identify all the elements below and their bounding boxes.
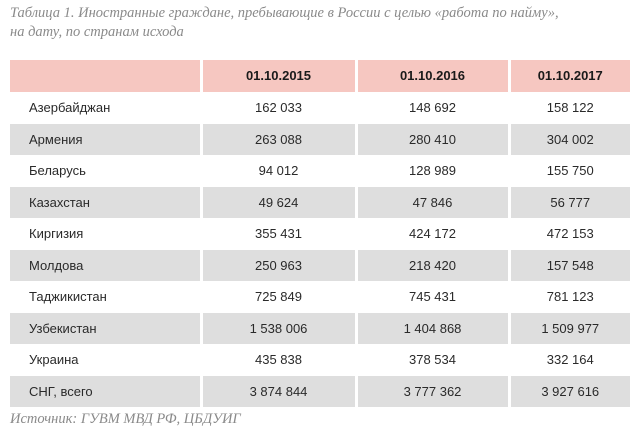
value-cell: 155 750 bbox=[509, 155, 630, 187]
value-cell: 332 164 bbox=[509, 344, 630, 376]
value-cell: 3 874 844 bbox=[201, 376, 356, 408]
country-cell: Молдова bbox=[10, 250, 201, 282]
value-cell: 49 624 bbox=[201, 187, 356, 219]
source-note: Источник: ГУВМ МВД РФ, ЦБДУИГ bbox=[10, 411, 241, 427]
value-cell: 148 692 bbox=[356, 92, 509, 124]
value-cell: 162 033 bbox=[201, 92, 356, 124]
value-cell: 47 846 bbox=[356, 187, 509, 219]
value-cell: 158 122 bbox=[509, 92, 630, 124]
value-cell: 355 431 bbox=[201, 218, 356, 250]
table-row bbox=[10, 187, 630, 219]
header-cell-date-2015: 01.10.2015 bbox=[201, 60, 356, 92]
data-table bbox=[10, 60, 630, 408]
value-cell: 435 838 bbox=[201, 344, 356, 376]
value-cell: 304 002 bbox=[509, 124, 630, 156]
value-cell: 781 123 bbox=[509, 281, 630, 313]
table-row bbox=[10, 250, 630, 282]
country-cell: Азербайджан bbox=[10, 92, 201, 124]
value-cell: 745 431 bbox=[356, 281, 509, 313]
table-row bbox=[10, 92, 630, 124]
value-cell: 263 088 bbox=[201, 124, 356, 156]
table-header-row bbox=[10, 60, 630, 92]
value-cell: 218 420 bbox=[356, 250, 509, 282]
value-cell: 1 509 977 bbox=[509, 313, 630, 345]
table-row bbox=[10, 218, 630, 250]
country-cell: Киргизия bbox=[10, 218, 201, 250]
table-caption bbox=[10, 4, 632, 42]
value-cell: 3 777 362 bbox=[356, 376, 509, 408]
country-cell: Украина bbox=[10, 344, 201, 376]
table-row bbox=[10, 281, 630, 313]
table-row bbox=[10, 155, 630, 187]
value-cell: 250 963 bbox=[201, 250, 356, 282]
value-cell: 280 410 bbox=[356, 124, 509, 156]
value-cell: 1 404 868 bbox=[356, 313, 509, 345]
value-cell: 725 849 bbox=[201, 281, 356, 313]
value-cell: 472 153 bbox=[509, 218, 630, 250]
table-row-total bbox=[10, 376, 630, 408]
country-cell: Таджикистан bbox=[10, 281, 201, 313]
country-cell: СНГ, всего bbox=[10, 376, 201, 408]
table-row bbox=[10, 313, 630, 345]
header-cell-country bbox=[10, 60, 201, 92]
value-cell: 424 172 bbox=[356, 218, 509, 250]
value-cell: 1 538 006 bbox=[201, 313, 356, 345]
caption-line-2: на дату, по странам исхода bbox=[10, 24, 184, 40]
header-cell-date-2016: 01.10.2016 bbox=[356, 60, 509, 92]
caption-line-1: Таблица 1. Иностранные граждане, пребывающие в России с целью «работа по найму», bbox=[10, 5, 559, 21]
country-cell: Беларусь bbox=[10, 155, 201, 187]
country-cell: Казахстан bbox=[10, 187, 201, 219]
value-cell: 56 777 bbox=[509, 187, 630, 219]
value-cell: 378 534 bbox=[356, 344, 509, 376]
country-cell: Узбекистан bbox=[10, 313, 201, 345]
country-cell: Армения bbox=[10, 124, 201, 156]
value-cell: 3 927 616 bbox=[509, 376, 630, 408]
value-cell: 94 012 bbox=[201, 155, 356, 187]
table-row bbox=[10, 124, 630, 156]
table-row bbox=[10, 344, 630, 376]
value-cell: 128 989 bbox=[356, 155, 509, 187]
header-cell-date-2017: 01.10.2017 bbox=[509, 60, 630, 92]
value-cell: 157 548 bbox=[509, 250, 630, 282]
